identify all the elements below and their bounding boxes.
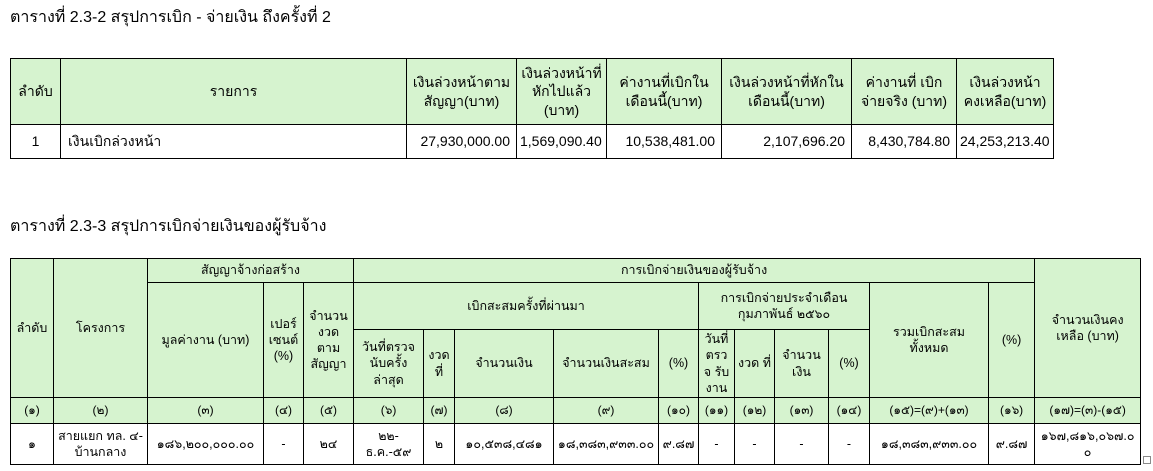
cell-percent: - bbox=[264, 424, 304, 465]
table-resize-handle[interactable] bbox=[1143, 456, 1151, 464]
table2-header-month-percent: (%) bbox=[829, 330, 870, 398]
col-num-9: (๙) bbox=[554, 398, 659, 424]
col-num-13: (๑๓) bbox=[775, 398, 829, 424]
table1-header-advance-contract: เงินล่วงหน้าตาม สัญญา(บาท) bbox=[407, 59, 517, 125]
col-num-3: (๓) bbox=[148, 398, 264, 424]
table1-cell-actual-paid: 8,430,784.80 bbox=[852, 125, 957, 159]
cell-no: ๑ bbox=[11, 424, 54, 465]
table1-cell-no: 1 bbox=[11, 125, 61, 159]
cell-accept-date: - bbox=[699, 424, 735, 465]
table2-header-project: โครงการ bbox=[54, 259, 148, 398]
table1-data-row bbox=[11, 125, 1054, 159]
table2-header-contract-group: สัญญาจ้างก่อสร้าง bbox=[148, 259, 354, 283]
contractor-disbursement-table bbox=[10, 258, 1141, 465]
cell-total-cumulative: ๑๘,๓๘๓,๙๓๓.๐๐ bbox=[870, 424, 989, 465]
table2-header-total-cumulative: รวมเบิกสะสม ทั้งหมด bbox=[870, 283, 989, 398]
cell-amount: ๑๐,๕๓๘,๔๘๑ bbox=[455, 424, 554, 465]
col-num-8: (๘) bbox=[455, 398, 554, 424]
table1-header-actual-paid: ค่างานที่ เบิกจ่ายจริง (บาท) bbox=[852, 59, 957, 125]
col-num-10: (๑๐) bbox=[659, 398, 699, 424]
table2-header-percent: เปอร์ เซนต์ (%) bbox=[264, 283, 304, 398]
table1-cell-advance-deducted-month: 2,107,696.20 bbox=[722, 125, 852, 159]
table2-title: ตารางที่ 2.3-3 สรุปการเบิกจ่ายเงินของผู้รับจ้าง bbox=[10, 218, 327, 235]
table1-cell-item: เงินเบิกล่วงหน้า bbox=[61, 125, 407, 159]
table2-header-month-installment-no: งวด ที่ bbox=[735, 330, 775, 398]
table2-header-installment-no: งวด ที่ bbox=[424, 330, 455, 398]
table1-cell-advance-remaining: 24,253,213.40 bbox=[957, 125, 1054, 159]
table2-header-work-value: มูลค่างาน (บาท) bbox=[148, 283, 264, 398]
table2-header-total-percent: (%) bbox=[989, 283, 1035, 398]
col-num-17: (๑๗)=(๓)-(๑๕) bbox=[1035, 398, 1141, 424]
advance-payment-table bbox=[10, 58, 1054, 159]
col-num-14: (๑๔) bbox=[829, 398, 870, 424]
table2-header-installments: จำนวน งวด ตาม สัญญา bbox=[304, 283, 354, 398]
col-num-12: (๑๒) bbox=[735, 398, 775, 424]
cell-month-percent: - bbox=[829, 424, 870, 465]
cell-last-count-date: ๒๒-ธ.ค.-๕๙ bbox=[354, 424, 424, 465]
table2-header-ladab: ลำดับ bbox=[11, 259, 54, 398]
cell-remaining: ๑๖๗,๘๑๖,๐๖๗.๐๐ bbox=[1035, 424, 1141, 465]
cell-project: สายแยก ทล. ๔-บ้านกลาง bbox=[54, 424, 148, 465]
cell-cumulative-amount: ๑๘,๓๘๓,๙๓๓.๐๐ bbox=[554, 424, 659, 465]
table2-header-month-group: การเบิกจ่ายประจำเดือน กุมภาพันธ์ ๒๕๖๐ bbox=[699, 283, 870, 330]
table1-header-item: รายการ bbox=[61, 59, 407, 125]
col-num-6: (๖) bbox=[354, 398, 424, 424]
table1-cell-advance-deducted: 1,569,090.40 bbox=[517, 125, 607, 159]
col-num-11: (๑๑) bbox=[699, 398, 735, 424]
table2-header-accept-date: วันที่ ตรวจ รับงาน bbox=[699, 330, 735, 398]
table2-header-past-group: เบิกสะสมครั้งที่ผ่านมา bbox=[354, 283, 699, 330]
col-num-2: (๒) bbox=[54, 398, 148, 424]
cell-total-percent: ๙.๘๗ bbox=[989, 424, 1035, 465]
table1-header-row bbox=[11, 59, 1054, 125]
table1-header-advance-remaining: เงินล่วงหน้า คงเหลือ(บาท) bbox=[957, 59, 1054, 125]
col-num-5: (๕) bbox=[304, 398, 354, 424]
cell-installment-no: ๒ bbox=[424, 424, 455, 465]
table2-header-last-count-date: วันที่ตรวจ นับครั้ง ล่าสุด bbox=[354, 330, 424, 398]
table2-header-past-percent: (%) bbox=[659, 330, 699, 398]
table1-cell-work-this-month: 10,538,481.00 bbox=[607, 125, 722, 159]
table2-data-row bbox=[11, 424, 1141, 465]
col-num-7: (๗) bbox=[424, 398, 455, 424]
table1-header-work-this-month: ค่างานที่เบิกใน เดือนนี้(บาท) bbox=[607, 59, 722, 125]
table2-column-number-row bbox=[11, 398, 1141, 424]
table2-header-amount: จำนวนเงิน bbox=[455, 330, 554, 398]
table2-header-row-2 bbox=[11, 283, 1141, 330]
table2-header-remaining: จำนวนเงินคงเหลือ (บาท) bbox=[1035, 259, 1141, 398]
table2-header-month-amount: จำนวน เงิน bbox=[775, 330, 829, 398]
col-num-16: (๑๖) bbox=[989, 398, 1035, 424]
table1-header-advance-deducted-month: เงินล่วงหน้าที่หักใน เดือนนี้(บาท) bbox=[722, 59, 852, 125]
table1-header-ladab: ลำดับ bbox=[11, 59, 61, 125]
table1-cell-advance-contract: 27,930,000.00 bbox=[407, 125, 517, 159]
cell-past-percent: ๙.๘๗ bbox=[659, 424, 699, 465]
col-num-15: (๑๕)=(๙)+(๑๓) bbox=[870, 398, 989, 424]
table1-header-advance-deducted: เงินล่วงหน้าที่ หักไปแล้ว (บาท) bbox=[517, 59, 607, 125]
table2-header-payment-group: การเบิกจ่ายเงินของผู้รับจ้าง bbox=[354, 259, 1035, 283]
table1-title: ตารางที่ 2.3-2 สรุปการเบิก - จ่ายเงิน ถึงครั้งที่ 2 bbox=[10, 9, 331, 26]
cell-month-amount: - bbox=[775, 424, 829, 465]
cell-installments: ๒๔ bbox=[304, 424, 354, 465]
col-num-1: (๑) bbox=[11, 398, 54, 424]
table2-header-row-1 bbox=[11, 259, 1141, 283]
col-num-4: (๔) bbox=[264, 398, 304, 424]
cell-month-installment-no: - bbox=[735, 424, 775, 465]
cell-work-value: ๑๘๖,๒๐๐,๐๐๐.๐๐ bbox=[148, 424, 264, 465]
table2-header-cumulative-amount: จำนวนเงินสะสม bbox=[554, 330, 659, 398]
